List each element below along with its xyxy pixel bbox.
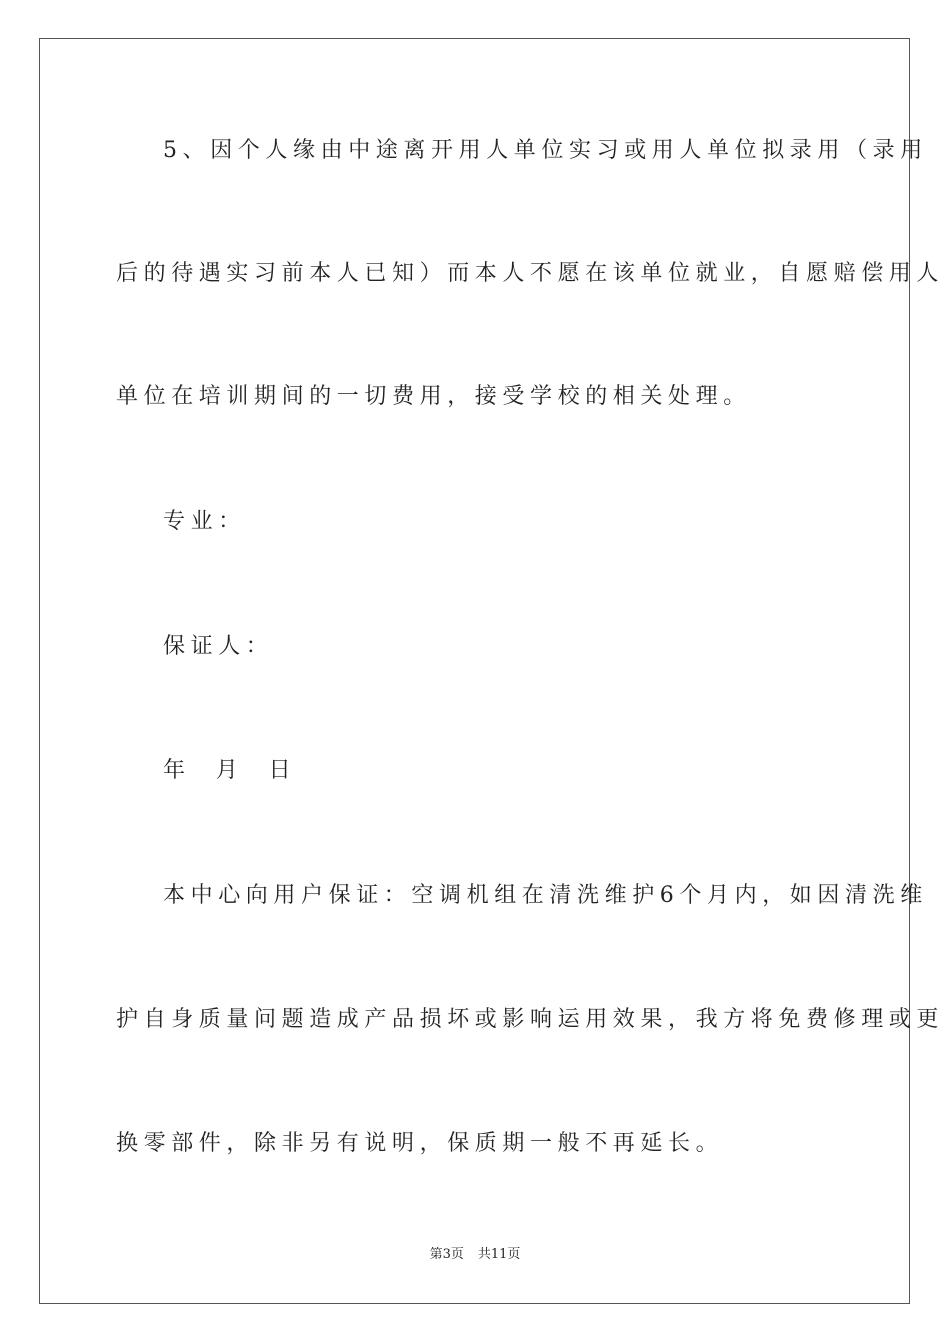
paragraph-line: 护自身质量问题造成产品损坏或影响运用效果，我方将免费修理或更	[116, 1007, 945, 1032]
major-field-label: 专业：	[163, 509, 246, 534]
paragraph-line: 本中心向用户保证：空调机组在清洗维护6个月内，如因清洗维	[163, 883, 928, 908]
page-frame	[39, 38, 910, 1304]
paragraph-line: 单位在培训期间的一切费用，接受学校的相关处理。	[116, 384, 751, 409]
paragraph-line: 换零部件，除非另有说明，保质期一般不再延长。	[116, 1131, 724, 1156]
date-label: 年 月 日	[163, 758, 297, 783]
total-pages: 共11页	[477, 1247, 521, 1262]
page-number: 第3页	[429, 1247, 464, 1262]
paragraph-line: 5、因个人缘由中途离开用人单位实习或用人单位拟录用（录用	[163, 138, 928, 163]
page-footer	[0, 1246, 950, 1264]
paragraph-line: 后的待遇实习前本人已知）而本人不愿在该单位就业，自愿赔偿用人	[116, 261, 945, 286]
guarantor-label: 保证人：	[163, 634, 274, 659]
